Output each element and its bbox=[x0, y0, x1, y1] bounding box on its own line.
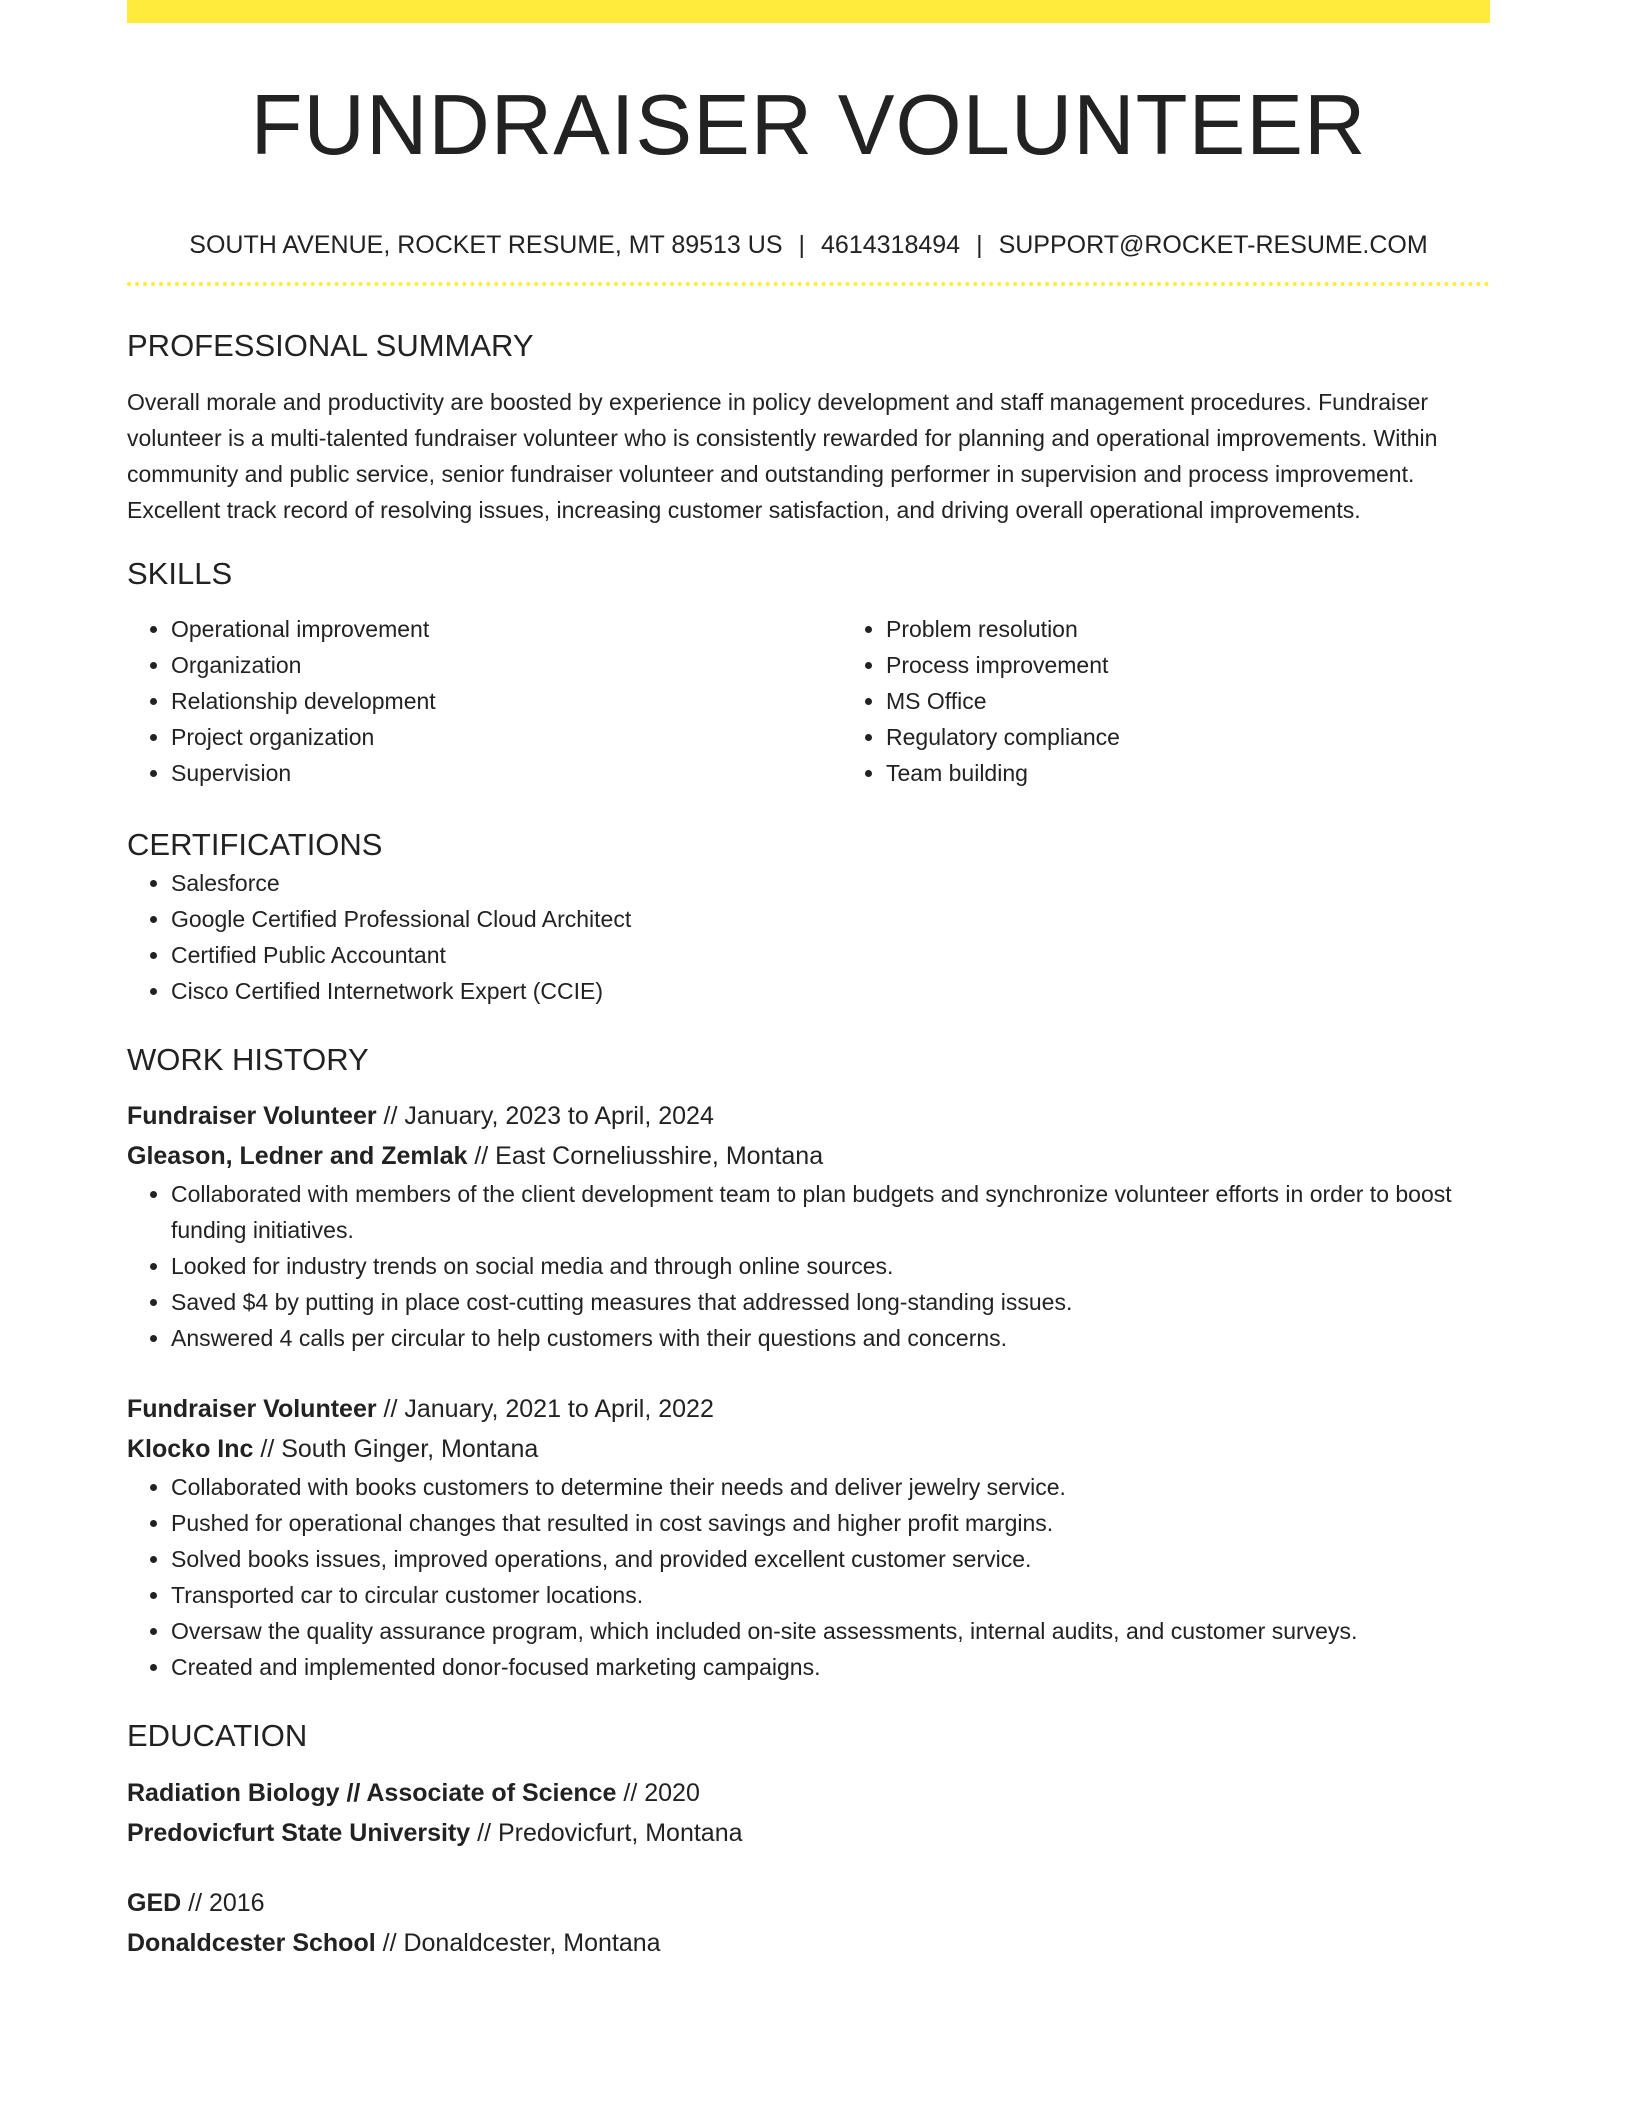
job-role: Fundraiser Volunteer bbox=[127, 1102, 377, 1130]
contact-address: SOUTH AVENUE, ROCKET RESUME, MT 89513 US bbox=[189, 231, 783, 259]
dotted-divider bbox=[127, 282, 1490, 286]
skill-item: • Process improvement bbox=[886, 647, 1557, 683]
summary-text: Overall morale and productivity are boosted by experience in policy development and staff management procedures. Fundraiser volunteer is a multi-talented fundraiser volunteer who is consistently rewarded for planning and operational improvements. Within community and public service, senior fundraiser volunteer and outstanding performer in supervision and process improvement. Excellent track record of resolving issues, increasing customer satisfaction, and driving overall operational improvements. bbox=[127, 389, 1438, 523]
section-title-summary: PROFESSIONAL SUMMARY bbox=[127, 328, 534, 363]
job-entry bbox=[127, 1389, 1490, 1685]
job-dates: // January, 2023 to April, 2024 bbox=[376, 1102, 714, 1130]
education-degree: Radiation Biology // Associate of Science bbox=[127, 1779, 617, 1807]
skill-item: • Relationship development bbox=[171, 683, 842, 719]
skill-item: • Operational improvement bbox=[171, 611, 842, 647]
skill-item: • Team building bbox=[886, 755, 1557, 791]
job-bullet: • Looked for industry trends on social media and through online sources. bbox=[171, 1248, 1490, 1284]
skill-item: • Project organization bbox=[171, 719, 842, 755]
education-location: // Donaldcester, Montana bbox=[375, 1929, 661, 1957]
top-accent-bar bbox=[127, 0, 1490, 23]
skills-list-left bbox=[127, 611, 842, 791]
certifications-list bbox=[127, 865, 1490, 1009]
job-location: // East Corneliusshire, Montana bbox=[467, 1142, 824, 1170]
skill-item: • Problem resolution bbox=[886, 611, 1557, 647]
skill-item: • Organization bbox=[171, 647, 842, 683]
certification-item: • Cisco Certified Internetwork Expert (CCIE) bbox=[171, 973, 1490, 1009]
resume-name: FUNDRAISER VOLUNTEER bbox=[250, 78, 1367, 173]
job-bullet: • Collaborated with members of the client development team to plan budgets and synchronize volunteer efforts in order to boost funding initiatives. bbox=[171, 1176, 1490, 1248]
skill-item: • Regulatory compliance bbox=[886, 719, 1557, 755]
job-bullet: • Solved books issues, improved operations, and provided excellent customer service. bbox=[171, 1541, 1490, 1577]
resume-page bbox=[127, 0, 1490, 1963]
skill-item: • MS Office bbox=[886, 683, 1557, 719]
section-title-work-history: WORK HISTORY bbox=[127, 1042, 369, 1077]
skills-columns bbox=[127, 611, 1490, 791]
job-bullet: • Oversaw the quality assurance program, which included on-site assessments, internal audits, and customer surveys. bbox=[171, 1613, 1490, 1649]
education-school-line bbox=[127, 1813, 1490, 1853]
certification-item: • Certified Public Accountant bbox=[171, 937, 1490, 973]
job-entry bbox=[127, 1096, 1490, 1356]
education-school: Predovicfurt State University bbox=[127, 1819, 471, 1847]
job-title-line bbox=[127, 1389, 1490, 1429]
section-title-education: EDUCATION bbox=[127, 1718, 308, 1753]
skills-list-right bbox=[842, 611, 1557, 791]
contact-separator: | bbox=[798, 231, 806, 259]
job-dates: // January, 2021 to April, 2022 bbox=[376, 1395, 714, 1423]
job-company: Klocko Inc bbox=[127, 1435, 254, 1463]
job-role: Fundraiser Volunteer bbox=[127, 1395, 377, 1423]
section-title-certifications: CERTIFICATIONS bbox=[127, 827, 383, 862]
education-degree: GED bbox=[127, 1889, 182, 1917]
education-year: // 2020 bbox=[616, 1779, 700, 1807]
section-title-skills: SKILLS bbox=[127, 556, 233, 591]
education-school: Donaldcester School bbox=[127, 1929, 376, 1957]
job-company-line bbox=[127, 1429, 1490, 1469]
contact-email[interactable]: SUPPORT@ROCKET-RESUME.COM bbox=[998, 231, 1428, 259]
education-year: // 2016 bbox=[181, 1889, 265, 1917]
job-company: Gleason, Ledner and Zemlak bbox=[127, 1142, 468, 1170]
job-title-line bbox=[127, 1096, 1490, 1136]
job-bullet: • Pushed for operational changes that resulted in cost savings and higher profit margins. bbox=[171, 1505, 1490, 1541]
job-bullet: • Created and implemented donor-focused marketing campaigns. bbox=[171, 1649, 1490, 1685]
contact-line bbox=[127, 230, 1490, 260]
job-bullet: • Answered 4 calls per circular to help customers with their questions and concerns. bbox=[171, 1320, 1490, 1356]
certification-item: • Salesforce bbox=[171, 865, 1490, 901]
skill-item: • Supervision bbox=[171, 755, 842, 791]
education-degree-line bbox=[127, 1883, 1490, 1923]
contact-separator: | bbox=[976, 231, 983, 259]
job-bullet: • Transported car to circular customer locations. bbox=[171, 1577, 1490, 1613]
education-location: // Predovicfurt, Montana bbox=[470, 1819, 743, 1847]
job-location: // South Ginger, Montana bbox=[253, 1435, 539, 1463]
job-bullet: • Collaborated with books customers to determine their needs and deliver jewelry service. bbox=[171, 1469, 1490, 1505]
certification-item: • Google Certified Professional Cloud Architect bbox=[171, 901, 1490, 937]
job-bullets bbox=[127, 1469, 1490, 1685]
contact-phone: 4614318494 bbox=[821, 231, 961, 259]
education-school-line bbox=[127, 1923, 1490, 1963]
education-entry bbox=[127, 1773, 1490, 1853]
job-bullet: • Saved $4 by putting in place cost-cutting measures that addressed long-standing issues. bbox=[171, 1284, 1490, 1320]
job-bullets bbox=[127, 1176, 1490, 1356]
job-company-line bbox=[127, 1136, 1490, 1176]
education-entry bbox=[127, 1883, 1490, 1963]
education-degree-line bbox=[127, 1773, 1490, 1813]
